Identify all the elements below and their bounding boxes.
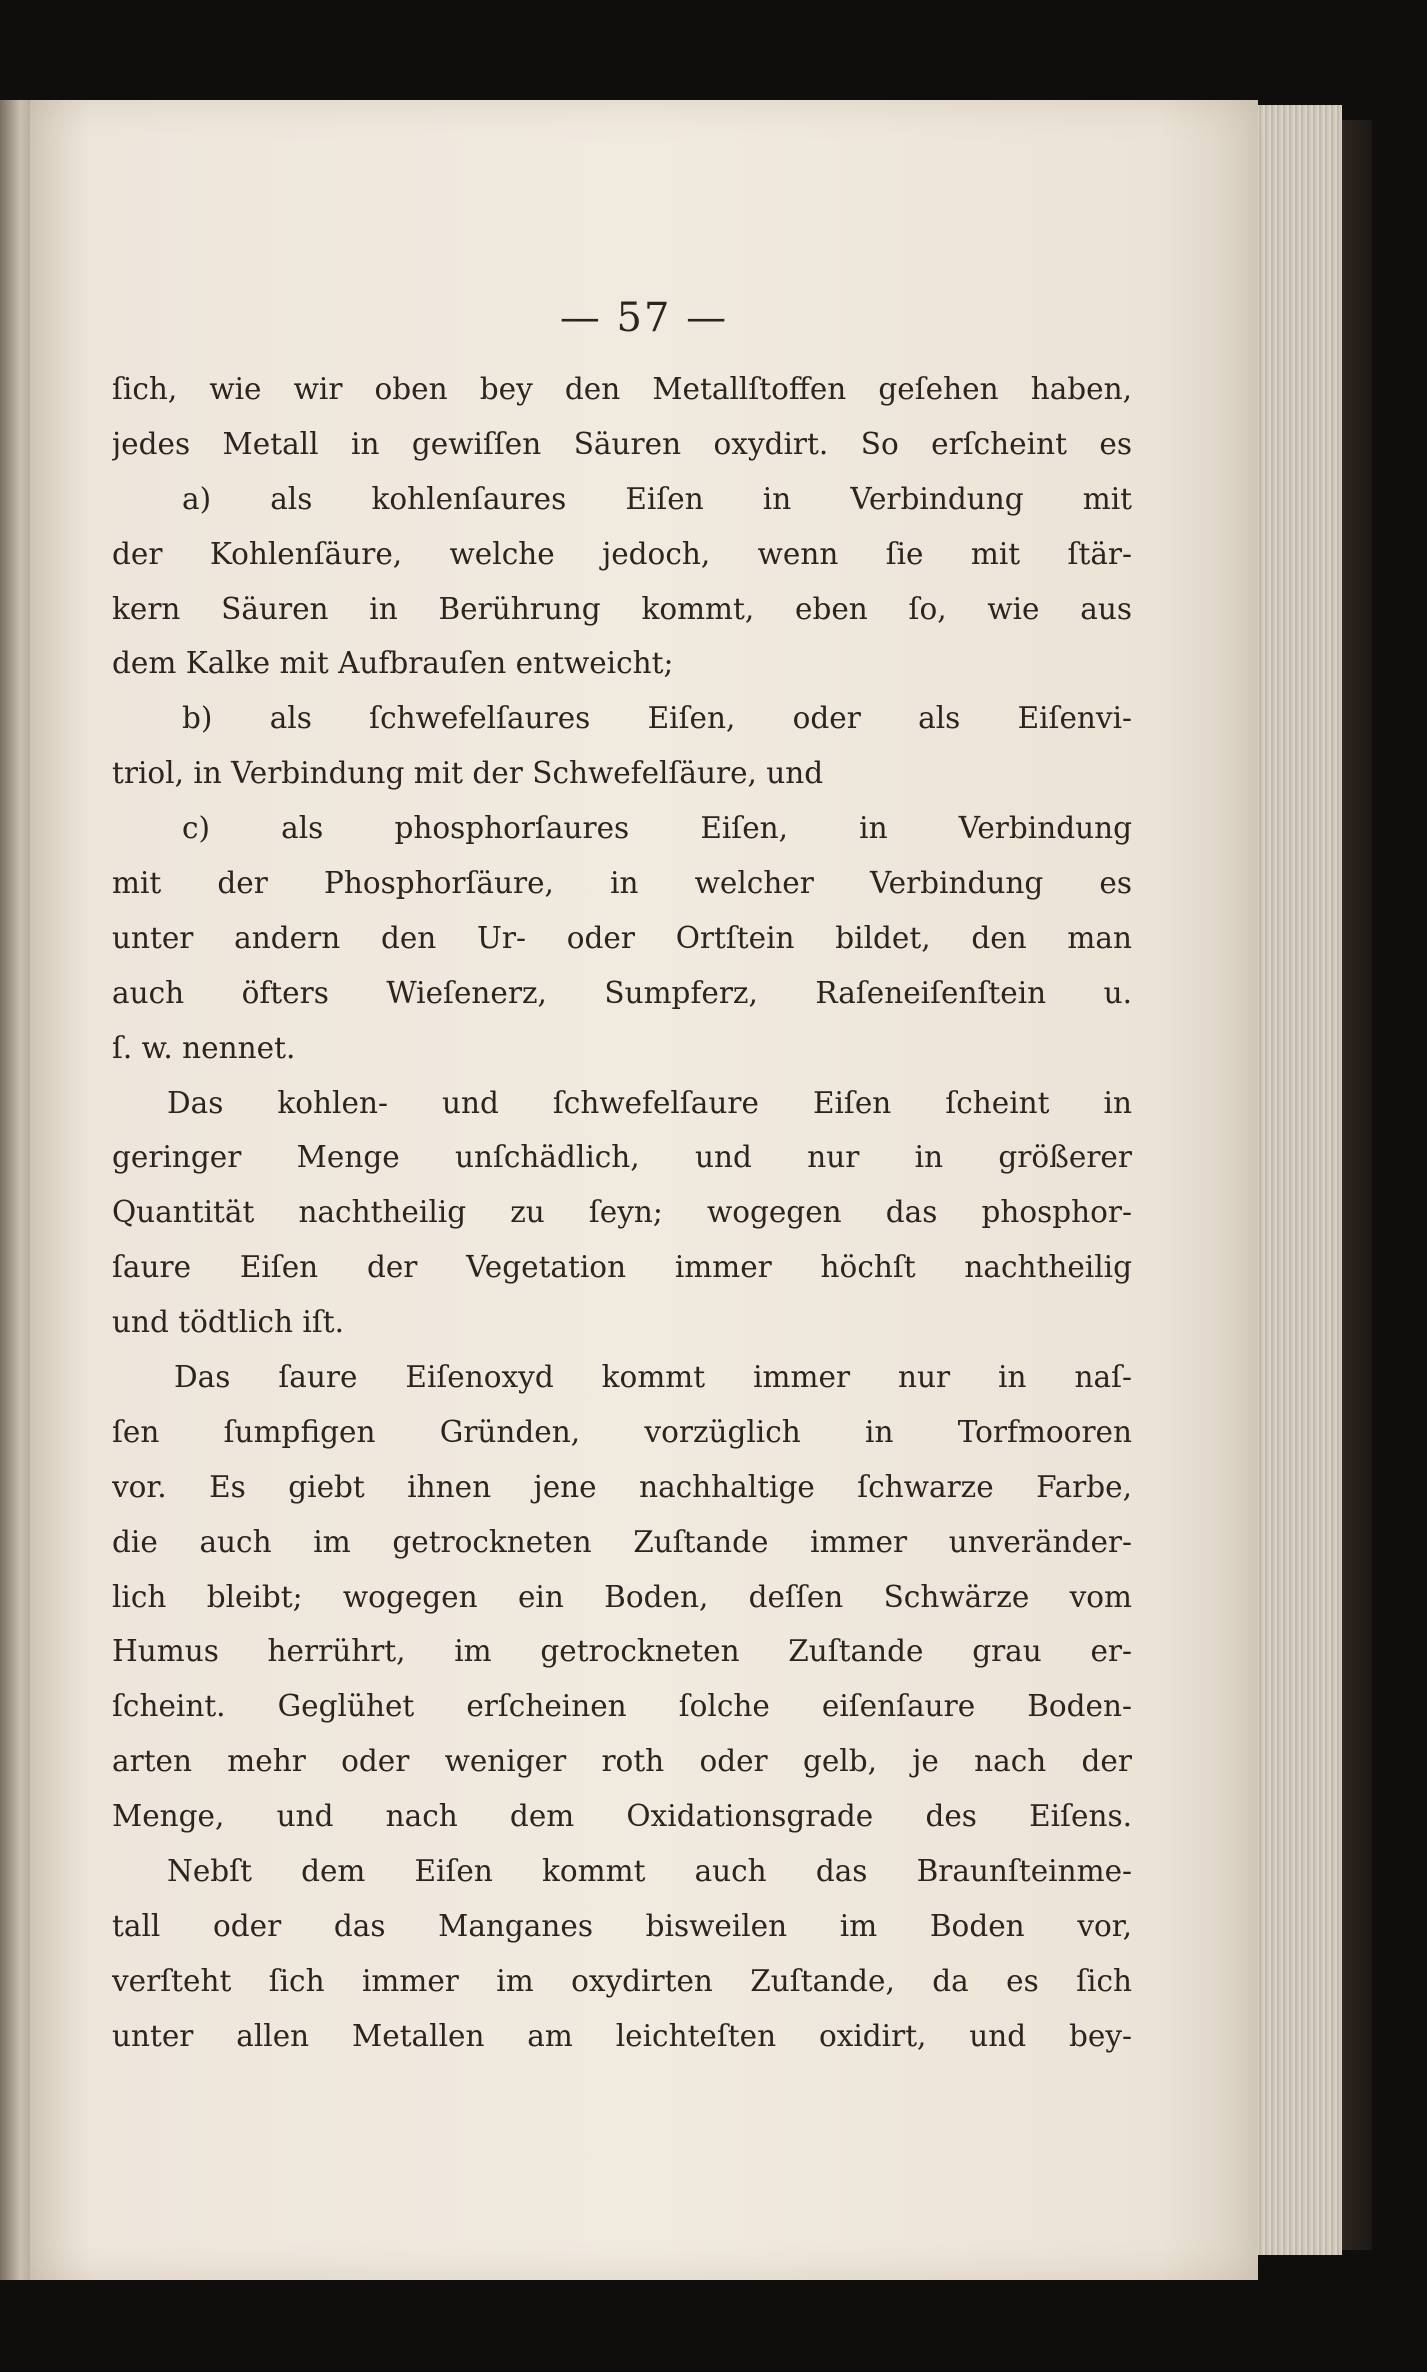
text-line: jedes Metall in gewiſſen Säuren oxydirt. So erſcheint es [112, 426, 1132, 461]
text-line: ſich, wie wir oben bey den Metallſtoffen geſehen haben, [112, 372, 1132, 406]
text-line: lich bleibt; wogegen ein Boden, deſſen Schwärze vom [112, 1579, 1132, 1614]
text-line: mit der Phosphorſäure, in welcher Verbindung es [112, 866, 1132, 901]
book-page [30, 100, 1258, 2280]
text-line: tall oder das Manganes bisweilen im Boden vor, [112, 1908, 1132, 1943]
text-line: b) als ſchwefelſaures Eiſen, oder als Eiſenvi- [182, 701, 1132, 736]
text-line: ſaure Eiſen der Vegetation immer höchſt nachtheilig [112, 1250, 1132, 1285]
text-line: und tödtlich iſt. [112, 1305, 344, 1340]
text-line: Humus herrührt, im getrockneten Zuſtande grau er- [112, 1634, 1132, 1669]
text-line: die auch im getrockneten Zuſtande immer unveränder- [112, 1524, 1132, 1559]
text-line: Das kohlen- und ſchwefelſaure Eiſen ſcheint in [167, 1085, 1132, 1120]
previous-page-edge [0, 100, 34, 2280]
text-line: unter allen Metallen am leichteſten oxidirt, und bey- [112, 2018, 1132, 2053]
text-line: dem Kalke mit Aufbrauſen entweicht; [112, 646, 674, 681]
text-line: triol, in Verbindung mit der Schwefelſäure, und [112, 756, 824, 791]
text-line: arten mehr oder weniger roth oder gelb, je nach der [112, 1744, 1132, 1779]
text-line: kern Säuren in Berührung kommt, eben ſo, wie aus [112, 591, 1132, 626]
text-line: Quantität nachtheilig zu ſeyn; wogegen das phosphor- [112, 1195, 1132, 1230]
page-number-header: — 57 — [559, 295, 729, 341]
text-line: auch öfters Wieſenerz, Sumpferz, Raſeneiſenſtein u. [112, 975, 1132, 1010]
text-line: verſteht ſich immer im oxydirten Zuſtande, da es ſich [112, 1963, 1132, 1998]
text-line: ſcheint. Geglühet erſcheinen ſolche eiſenſaure Boden- [112, 1689, 1132, 1724]
text-line: c) als phosphorſaures Eiſen, in Verbindung [182, 811, 1132, 846]
page-body-text [112, 362, 1132, 2064]
text-line: Menge, und nach dem Oxidationsgrade des Eiſens. [112, 1799, 1132, 1834]
text-line: unter andern den Ur- oder Ortſtein bildet, den man [112, 920, 1132, 955]
text-line: Das ſaure Eiſenoxyd kommt immer nur in naſ- [174, 1360, 1132, 1395]
text-line: a) als kohlenſaures Eiſen in Verbindung mit [182, 481, 1132, 516]
text-line: Nebſt dem Eiſen kommt auch das Braunſteinme- [167, 1854, 1132, 1889]
text-line: vor. Es giebt ihnen jene nachhaltige ſchwarze Farbe, [112, 1469, 1132, 1504]
text-line: ſ. w. nennet. [112, 1030, 296, 1065]
text-line: geringer Menge unſchädlich, und nur in größerer [112, 1140, 1132, 1175]
text-line: der Kohlenſäure, welche jedoch, wenn ſie mit ſtär- [112, 536, 1132, 571]
text-line: ſen ſumpfigen Gründen, vorzüglich in Torfmooren [112, 1414, 1132, 1449]
